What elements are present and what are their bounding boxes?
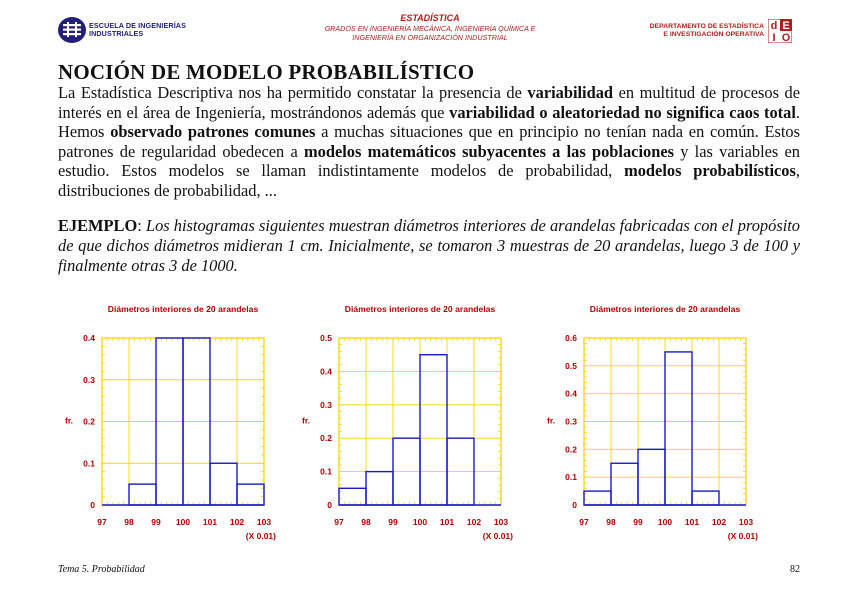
example-text: Los histogramas siguientes muestran diámetros interiores de arandelas fabricadas con el propósito de que dichos diámetros midieran 1 cm. Inicialmente, se tomaron 3 muestras de 20 arandelas, luego 3 de 100 y finalmente otras 3 de 1000. xyxy=(58,216,800,275)
x-tick-label: 97 xyxy=(579,517,589,527)
histogram-bar xyxy=(692,491,719,505)
department-name-line1: DEPARTAMENTO DE ESTADÍSTICA xyxy=(649,23,764,30)
emphasis-text: variabilidad o aleatoriedad no significa caos total xyxy=(449,102,796,122)
paragraph-text: en multitud de procesos de interés en el área de Ingeniería, mostrándonos además que xyxy=(58,83,800,122)
y-tick-label: 0.5 xyxy=(565,360,577,371)
y-tick-label: 0.6 xyxy=(565,333,577,343)
y-tick-label: 0.3 xyxy=(83,374,95,385)
emphasis-text: observado patrones comunes xyxy=(110,122,316,142)
x-axis-multiplier: (X 0.01) xyxy=(727,531,758,541)
course-subtitle-1: GRADOS EN INGENIERÍA MECÁNICA, INGENIERÍA QUÍMICA E xyxy=(324,24,536,33)
histogram-bar xyxy=(339,488,366,505)
y-tick-label: 0.2 xyxy=(320,433,332,444)
course-title: ESTADÍSTICA xyxy=(400,13,460,23)
page-number: 82 xyxy=(790,564,800,575)
dept-logo-letter: E xyxy=(782,20,790,32)
course-subtitle-2: INGENIERÍA EN ORGANIZACIÓN INDUSTRIAL xyxy=(352,33,508,42)
x-tick-label: 102 xyxy=(229,517,245,527)
y-tick-label: 0.4 xyxy=(565,388,577,399)
x-tick-label: 103 xyxy=(738,517,754,527)
school-logo-icon xyxy=(58,17,86,43)
x-tick-label: 102 xyxy=(466,517,482,527)
y-tick-label: 0.4 xyxy=(320,366,332,377)
x-tick-label: 99 xyxy=(388,517,398,527)
department-name-line2: E INVESTIGACIÓN OPERATIVA xyxy=(663,31,764,38)
histogram-bar xyxy=(665,352,692,505)
x-tick-label: 99 xyxy=(633,517,643,527)
x-tick-label: 98 xyxy=(606,517,616,527)
dept-logo-letter: I xyxy=(772,32,776,43)
y-tick-label: 0.4 xyxy=(83,333,95,343)
example-label: EJEMPLO xyxy=(58,216,138,235)
school-name-line2: INDUSTRIALES xyxy=(89,29,144,38)
y-tick-label: 0.1 xyxy=(565,472,577,483)
x-tick-label: 102 xyxy=(711,517,727,527)
emphasis-text: modelos matemáticos subyacentes a las poblaciones xyxy=(304,141,674,161)
x-tick-label: 100 xyxy=(657,517,673,527)
department-block xyxy=(650,19,792,43)
x-axis-multiplier: (X 0.01) xyxy=(482,531,513,541)
x-tick-label: 99 xyxy=(151,517,161,527)
y-tick-label: 0.1 xyxy=(320,466,332,477)
x-tick-label: 101 xyxy=(684,517,700,527)
example-paragraph xyxy=(58,216,800,276)
page-title: NOCIÓN DE MODELO PROBABILÍSTICO xyxy=(58,60,475,84)
course-header xyxy=(298,13,562,42)
intro-paragraph xyxy=(58,83,800,201)
x-tick-label: 100 xyxy=(175,517,191,527)
y-tick-label: 0 xyxy=(90,500,95,510)
dept-logo-letter: O xyxy=(781,32,791,43)
paragraph-text: a muchas situaciones que en principio no tenían nada en común. Estos patrones de regularidad obedecen a xyxy=(58,122,801,161)
x-tick-label: 97 xyxy=(97,517,107,527)
y-tick-label: 0 xyxy=(572,500,577,510)
histogram-2 xyxy=(297,298,527,548)
x-tick-label: 97 xyxy=(334,517,344,527)
paragraph-text: . Hemos xyxy=(58,102,800,142)
y-tick-label: 0.5 xyxy=(320,333,332,343)
histogram-3 xyxy=(542,298,772,548)
paragraph-text: La Estadística Descriptiva nos ha permitido constatar la presencia de xyxy=(58,83,528,102)
y-tick-label: 0 xyxy=(327,500,332,510)
y-axis-label: fr. xyxy=(302,415,311,426)
school-logo-block xyxy=(58,17,186,43)
paragraph-text: y las variables en estudio. Estos modelos se llaman indistintamente modelos de probabilidad, xyxy=(58,141,800,181)
x-tick-label: 98 xyxy=(361,517,371,527)
example-separator: : xyxy=(137,216,146,235)
chart-title: Diámetros interiores de 20 arandelas xyxy=(589,304,741,314)
x-tick-label: 101 xyxy=(202,517,218,527)
histogram-bar xyxy=(237,484,264,505)
y-axis-label: fr. xyxy=(547,415,556,426)
y-tick-label: 0.3 xyxy=(565,416,577,427)
x-axis-multiplier: (X 0.01) xyxy=(245,531,276,541)
paragraph-text: , distribuciones de probabilidad, ... xyxy=(58,161,800,200)
x-tick-label: 100 xyxy=(412,517,428,527)
emphasis-text: modelos probabilísticos xyxy=(624,161,796,181)
x-tick-label: 101 xyxy=(439,517,455,527)
chart-title: Diámetros interiores de 20 arandelas xyxy=(107,304,259,314)
histogram-bar xyxy=(210,463,237,505)
histogram-bar xyxy=(366,472,393,505)
y-tick-label: 0.2 xyxy=(83,416,95,427)
y-axis-label: fr. xyxy=(65,415,74,426)
x-tick-label: 103 xyxy=(256,517,272,527)
histogram-bar xyxy=(129,484,156,505)
histogram-bar xyxy=(584,491,611,505)
y-tick-label: 0.2 xyxy=(565,444,577,455)
x-tick-label: 103 xyxy=(493,517,509,527)
histogram-1 xyxy=(60,298,290,548)
chart-title: Diámetros interiores de 20 arandelas xyxy=(344,304,496,314)
y-tick-label: 0.3 xyxy=(320,399,332,410)
department-logo-icon xyxy=(768,19,792,43)
histogram-bar xyxy=(420,355,447,505)
y-tick-label: 0.1 xyxy=(83,458,95,469)
histogram-bar xyxy=(611,463,638,505)
dept-logo-letter: d xyxy=(770,20,778,32)
school-name-line1: ESCUELA DE INGENIERÍAS xyxy=(89,21,186,30)
emphasis-text: variabilidad xyxy=(527,83,614,102)
x-tick-label: 98 xyxy=(124,517,134,527)
footer-topic: Tema 5. Probabilidad xyxy=(58,564,145,575)
